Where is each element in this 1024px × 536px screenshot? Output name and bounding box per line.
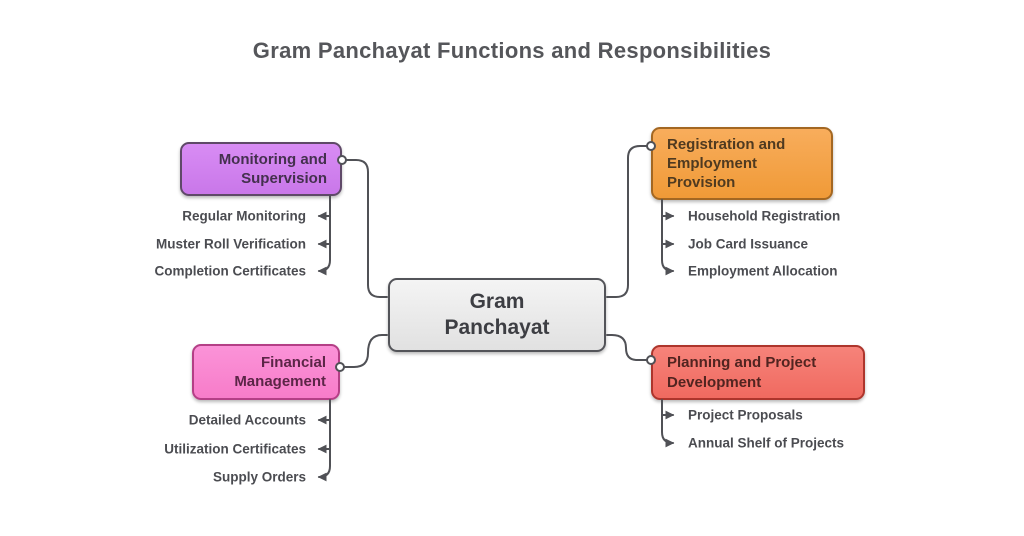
leaf-spine-planning	[662, 400, 673, 443]
leaf-label: Annual Shelf of Projects	[688, 435, 845, 451]
leaf-label: Regular Monitoring	[182, 208, 306, 224]
branch-node-registration-employment	[651, 127, 833, 200]
connector-planning-to-center	[607, 335, 651, 360]
leaf-label: Utilization Certificates	[164, 441, 306, 457]
branch-node-label: Financial Management	[234, 353, 326, 390]
leaf-spine-financial	[319, 400, 330, 477]
center-node-label: Gram Panchayat	[444, 290, 550, 339]
leaf-label: Muster Roll Verification	[155, 236, 306, 252]
branch-node-label: Planning and Project Development	[667, 354, 817, 391]
diagram-title: Gram Panchayat Functions and Responsibilities	[252, 38, 772, 63]
leaf-spine-registration	[662, 200, 673, 271]
leaf-label: Detailed Accounts	[188, 412, 306, 428]
branch-node-label: Monitoring and Supervision	[218, 150, 327, 187]
branch-node-financial-management	[192, 344, 340, 400]
leaf-label: Supply Orders	[212, 469, 306, 485]
branch-node-label: Registration and Employment Provision	[667, 135, 786, 192]
leaf-label: Project Proposals	[688, 407, 803, 423]
connector-registration-to-center	[607, 146, 651, 297]
leaf-spine-monitoring	[319, 196, 330, 271]
leaf-label: Household Registration	[688, 208, 841, 224]
branch-node-monitoring-supervision	[180, 142, 342, 196]
leaf-label: Employment Allocation	[688, 263, 838, 279]
leaf-label: Completion Certificates	[154, 263, 306, 279]
leaf-label: Job Card Issuance	[688, 236, 809, 252]
connector-financial-to-center	[340, 335, 387, 367]
connector-monitoring-to-center	[342, 160, 387, 297]
center-node-gram-panchayat	[388, 278, 606, 352]
branch-node-planning-project	[651, 345, 865, 400]
